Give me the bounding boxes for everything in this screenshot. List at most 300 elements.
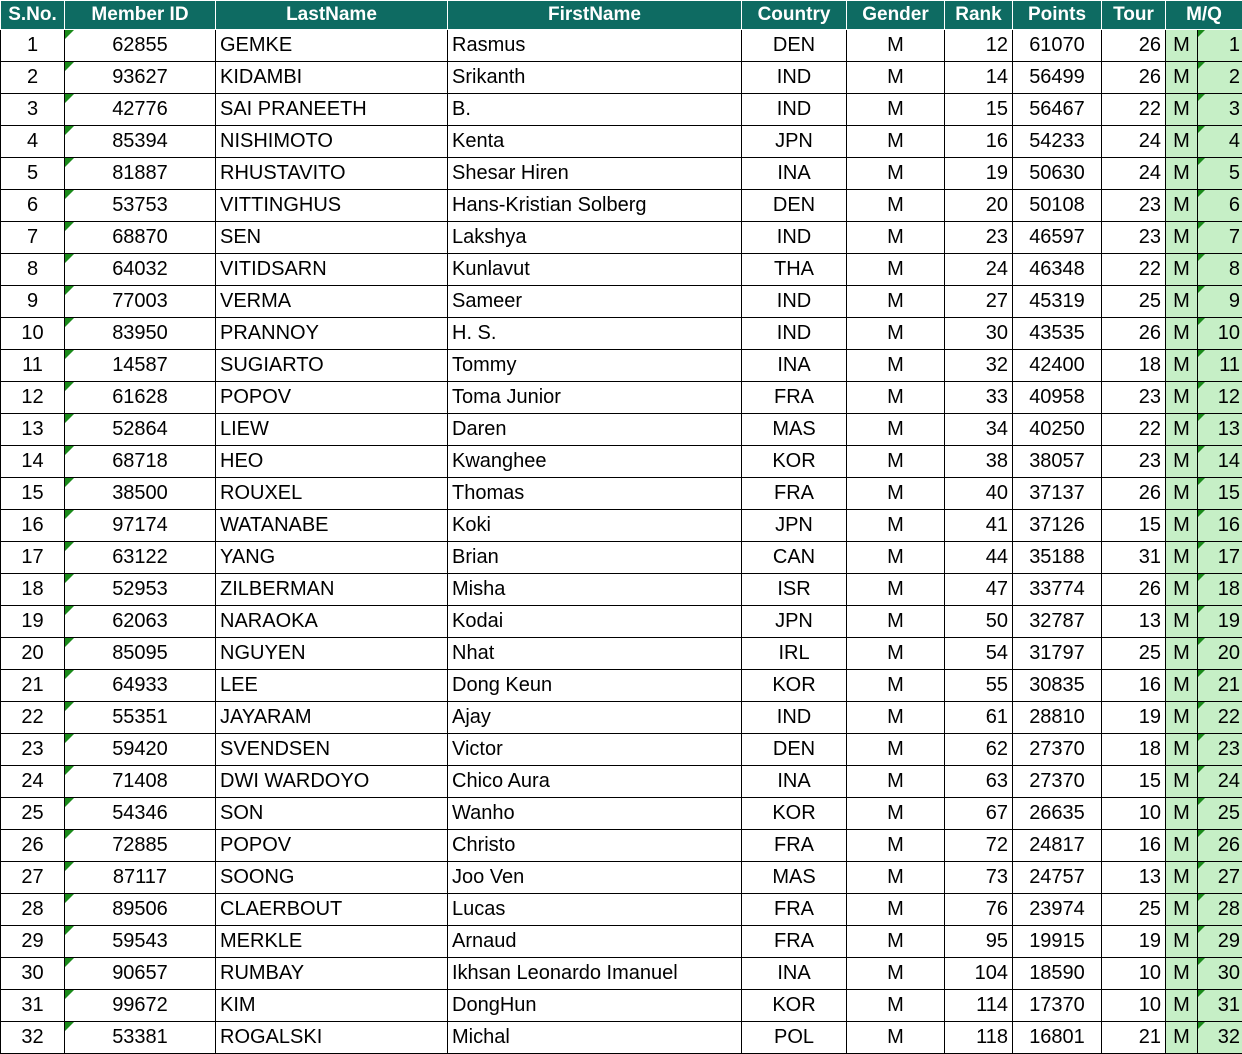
cell-country[interactable]: [742, 862, 847, 894]
cell-first-name[interactable]: [448, 638, 742, 670]
cell-gender[interactable]: [847, 30, 945, 62]
cell-tour[interactable]: [1102, 350, 1166, 382]
cell-points[interactable]: [1013, 670, 1102, 702]
cell-points[interactable]: [1013, 734, 1102, 766]
cell-mq-m[interactable]: [1166, 222, 1198, 254]
cell-first-name[interactable]: [448, 382, 742, 414]
cell-sno[interactable]: [1, 254, 65, 286]
cell-rank[interactable]: [945, 574, 1013, 606]
cell-sno[interactable]: [1, 766, 65, 798]
cell-points[interactable]: [1013, 62, 1102, 94]
cell-mq-m[interactable]: [1166, 990, 1198, 1022]
cell-first-name[interactable]: [448, 414, 742, 446]
cell-first-name[interactable]: [448, 990, 742, 1022]
cell-gender[interactable]: [847, 862, 945, 894]
cell-mq-q[interactable]: [1198, 958, 1242, 990]
cell-gender[interactable]: [847, 126, 945, 158]
cell-country[interactable]: [742, 254, 847, 286]
cell-country[interactable]: [742, 926, 847, 958]
cell-country[interactable]: [742, 350, 847, 382]
cell-gender[interactable]: [847, 62, 945, 94]
cell-points[interactable]: [1013, 190, 1102, 222]
cell-country[interactable]: [742, 382, 847, 414]
cell-tour[interactable]: [1102, 542, 1166, 574]
cell-member-id[interactable]: [65, 62, 216, 94]
cell-last-name[interactable]: [216, 926, 448, 958]
cell-tour[interactable]: [1102, 94, 1166, 126]
cell-gender[interactable]: [847, 158, 945, 190]
cell-country[interactable]: [742, 510, 847, 542]
cell-mq-q[interactable]: [1198, 414, 1242, 446]
cell-mq-m[interactable]: [1166, 382, 1198, 414]
cell-mq-m[interactable]: [1166, 318, 1198, 350]
header-first-name[interactable]: FirstName: [448, 1, 742, 30]
cell-sno[interactable]: [1, 702, 65, 734]
cell-last-name[interactable]: [216, 318, 448, 350]
cell-mq-m[interactable]: [1166, 862, 1198, 894]
cell-rank[interactable]: [945, 862, 1013, 894]
cell-mq-m[interactable]: [1166, 190, 1198, 222]
cell-tour[interactable]: [1102, 158, 1166, 190]
cell-last-name[interactable]: [216, 702, 448, 734]
cell-last-name[interactable]: [216, 222, 448, 254]
cell-mq-q[interactable]: [1198, 766, 1242, 798]
cell-mq-q[interactable]: [1198, 606, 1242, 638]
cell-last-name[interactable]: [216, 894, 448, 926]
cell-points[interactable]: [1013, 1022, 1102, 1054]
cell-sno[interactable]: [1, 574, 65, 606]
cell-first-name[interactable]: [448, 126, 742, 158]
cell-last-name[interactable]: [216, 350, 448, 382]
cell-first-name[interactable]: [448, 446, 742, 478]
cell-member-id[interactable]: [65, 222, 216, 254]
cell-mq-q[interactable]: [1198, 286, 1242, 318]
cell-gender[interactable]: [847, 798, 945, 830]
cell-first-name[interactable]: [448, 1022, 742, 1054]
cell-last-name[interactable]: [216, 638, 448, 670]
cell-mq-m[interactable]: [1166, 350, 1198, 382]
header-tour[interactable]: Tour: [1102, 1, 1166, 30]
cell-rank[interactable]: [945, 670, 1013, 702]
cell-first-name[interactable]: [448, 670, 742, 702]
cell-member-id[interactable]: [65, 510, 216, 542]
cell-last-name[interactable]: [216, 510, 448, 542]
cell-country[interactable]: [742, 734, 847, 766]
cell-gender[interactable]: [847, 958, 945, 990]
cell-mq-m[interactable]: [1166, 286, 1198, 318]
cell-rank[interactable]: [945, 734, 1013, 766]
cell-tour[interactable]: [1102, 382, 1166, 414]
cell-tour[interactable]: [1102, 894, 1166, 926]
cell-tour[interactable]: [1102, 670, 1166, 702]
cell-gender[interactable]: [847, 990, 945, 1022]
cell-points[interactable]: [1013, 798, 1102, 830]
cell-points[interactable]: [1013, 30, 1102, 62]
cell-tour[interactable]: [1102, 702, 1166, 734]
cell-first-name[interactable]: [448, 542, 742, 574]
cell-mq-q[interactable]: [1198, 190, 1242, 222]
header-gender[interactable]: Gender: [847, 1, 945, 30]
cell-first-name[interactable]: [448, 350, 742, 382]
cell-mq-m[interactable]: [1166, 510, 1198, 542]
cell-last-name[interactable]: [216, 94, 448, 126]
cell-member-id[interactable]: [65, 574, 216, 606]
cell-rank[interactable]: [945, 958, 1013, 990]
cell-rank[interactable]: [945, 702, 1013, 734]
cell-mq-m[interactable]: [1166, 158, 1198, 190]
cell-sno[interactable]: [1, 30, 65, 62]
cell-last-name[interactable]: [216, 606, 448, 638]
cell-mq-q[interactable]: [1198, 30, 1242, 62]
cell-mq-m[interactable]: [1166, 766, 1198, 798]
cell-points[interactable]: [1013, 990, 1102, 1022]
cell-gender[interactable]: [847, 190, 945, 222]
cell-last-name[interactable]: [216, 158, 448, 190]
cell-points[interactable]: [1013, 158, 1102, 190]
cell-last-name[interactable]: [216, 734, 448, 766]
cell-mq-m[interactable]: [1166, 830, 1198, 862]
cell-member-id[interactable]: [65, 702, 216, 734]
cell-mq-q[interactable]: [1198, 638, 1242, 670]
cell-last-name[interactable]: [216, 542, 448, 574]
cell-mq-m[interactable]: [1166, 926, 1198, 958]
cell-mq-q[interactable]: [1198, 702, 1242, 734]
cell-rank[interactable]: [945, 286, 1013, 318]
cell-country[interactable]: [742, 446, 847, 478]
cell-tour[interactable]: [1102, 286, 1166, 318]
cell-rank[interactable]: [945, 766, 1013, 798]
cell-first-name[interactable]: [448, 286, 742, 318]
cell-mq-q[interactable]: [1198, 510, 1242, 542]
cell-mq-q[interactable]: [1198, 894, 1242, 926]
cell-sno[interactable]: [1, 158, 65, 190]
cell-sno[interactable]: [1, 894, 65, 926]
cell-points[interactable]: [1013, 318, 1102, 350]
cell-points[interactable]: [1013, 478, 1102, 510]
header-member-id[interactable]: Member ID: [65, 1, 216, 30]
cell-country[interactable]: [742, 990, 847, 1022]
cell-sno[interactable]: [1, 542, 65, 574]
cell-country[interactable]: [742, 830, 847, 862]
cell-sno[interactable]: [1, 1022, 65, 1054]
cell-gender[interactable]: [847, 318, 945, 350]
cell-first-name[interactable]: [448, 94, 742, 126]
cell-points[interactable]: [1013, 926, 1102, 958]
cell-mq-m[interactable]: [1166, 670, 1198, 702]
cell-mq-q[interactable]: [1198, 222, 1242, 254]
cell-country[interactable]: [742, 958, 847, 990]
cell-gender[interactable]: [847, 222, 945, 254]
cell-member-id[interactable]: [65, 158, 216, 190]
cell-tour[interactable]: [1102, 958, 1166, 990]
cell-tour[interactable]: [1102, 638, 1166, 670]
cell-tour[interactable]: [1102, 318, 1166, 350]
cell-mq-q[interactable]: [1198, 318, 1242, 350]
cell-points[interactable]: [1013, 350, 1102, 382]
cell-sno[interactable]: [1, 190, 65, 222]
cell-first-name[interactable]: [448, 510, 742, 542]
cell-first-name[interactable]: [448, 798, 742, 830]
cell-sno[interactable]: [1, 62, 65, 94]
cell-last-name[interactable]: [216, 478, 448, 510]
header-country[interactable]: Country: [742, 1, 847, 30]
cell-rank[interactable]: [945, 990, 1013, 1022]
cell-member-id[interactable]: [65, 350, 216, 382]
cell-member-id[interactable]: [65, 862, 216, 894]
cell-last-name[interactable]: [216, 254, 448, 286]
cell-points[interactable]: [1013, 702, 1102, 734]
cell-first-name[interactable]: [448, 830, 742, 862]
cell-last-name[interactable]: [216, 670, 448, 702]
cell-member-id[interactable]: [65, 958, 216, 990]
cell-first-name[interactable]: [448, 894, 742, 926]
cell-gender[interactable]: [847, 382, 945, 414]
cell-last-name[interactable]: [216, 126, 448, 158]
cell-first-name[interactable]: [448, 30, 742, 62]
cell-last-name[interactable]: [216, 190, 448, 222]
cell-country[interactable]: [742, 574, 847, 606]
cell-sno[interactable]: [1, 222, 65, 254]
cell-member-id[interactable]: [65, 286, 216, 318]
cell-country[interactable]: [742, 414, 847, 446]
cell-tour[interactable]: [1102, 766, 1166, 798]
cell-gender[interactable]: [847, 478, 945, 510]
cell-tour[interactable]: [1102, 734, 1166, 766]
cell-tour[interactable]: [1102, 606, 1166, 638]
cell-mq-m[interactable]: [1166, 126, 1198, 158]
cell-rank[interactable]: [945, 926, 1013, 958]
cell-points[interactable]: [1013, 446, 1102, 478]
cell-member-id[interactable]: [65, 382, 216, 414]
cell-last-name[interactable]: [216, 286, 448, 318]
cell-tour[interactable]: [1102, 414, 1166, 446]
cell-first-name[interactable]: [448, 926, 742, 958]
cell-points[interactable]: [1013, 830, 1102, 862]
cell-country[interactable]: [742, 702, 847, 734]
cell-rank[interactable]: [945, 126, 1013, 158]
cell-member-id[interactable]: [65, 798, 216, 830]
cell-rank[interactable]: [945, 350, 1013, 382]
cell-mq-q[interactable]: [1198, 990, 1242, 1022]
cell-member-id[interactable]: [65, 414, 216, 446]
cell-sno[interactable]: [1, 382, 65, 414]
header-sno[interactable]: S.No.: [1, 1, 65, 30]
cell-mq-m[interactable]: [1166, 702, 1198, 734]
cell-gender[interactable]: [847, 350, 945, 382]
cell-sno[interactable]: [1, 606, 65, 638]
cell-member-id[interactable]: [65, 926, 216, 958]
cell-last-name[interactable]: [216, 30, 448, 62]
cell-mq-m[interactable]: [1166, 574, 1198, 606]
cell-gender[interactable]: [847, 1022, 945, 1054]
cell-member-id[interactable]: [65, 254, 216, 286]
cell-gender[interactable]: [847, 510, 945, 542]
cell-mq-q[interactable]: [1198, 94, 1242, 126]
cell-tour[interactable]: [1102, 126, 1166, 158]
cell-country[interactable]: [742, 542, 847, 574]
cell-mq-q[interactable]: [1198, 478, 1242, 510]
cell-gender[interactable]: [847, 414, 945, 446]
cell-mq-m[interactable]: [1166, 414, 1198, 446]
cell-tour[interactable]: [1102, 222, 1166, 254]
cell-points[interactable]: [1013, 766, 1102, 798]
cell-first-name[interactable]: [448, 62, 742, 94]
cell-rank[interactable]: [945, 382, 1013, 414]
cell-rank[interactable]: [945, 446, 1013, 478]
cell-last-name[interactable]: [216, 574, 448, 606]
cell-country[interactable]: [742, 286, 847, 318]
cell-member-id[interactable]: [65, 670, 216, 702]
cell-mq-q[interactable]: [1198, 926, 1242, 958]
cell-rank[interactable]: [945, 894, 1013, 926]
cell-rank[interactable]: [945, 62, 1013, 94]
cell-country[interactable]: [742, 190, 847, 222]
cell-mq-q[interactable]: [1198, 446, 1242, 478]
cell-rank[interactable]: [945, 254, 1013, 286]
cell-mq-q[interactable]: [1198, 350, 1242, 382]
cell-sno[interactable]: [1, 958, 65, 990]
cell-gender[interactable]: [847, 766, 945, 798]
cell-rank[interactable]: [945, 30, 1013, 62]
cell-gender[interactable]: [847, 670, 945, 702]
cell-gender[interactable]: [847, 94, 945, 126]
cell-member-id[interactable]: [65, 990, 216, 1022]
cell-points[interactable]: [1013, 222, 1102, 254]
cell-gender[interactable]: [847, 542, 945, 574]
cell-mq-m[interactable]: [1166, 254, 1198, 286]
cell-first-name[interactable]: [448, 734, 742, 766]
cell-mq-m[interactable]: [1166, 894, 1198, 926]
cell-mq-m[interactable]: [1166, 30, 1198, 62]
cell-gender[interactable]: [847, 286, 945, 318]
cell-tour[interactable]: [1102, 990, 1166, 1022]
cell-tour[interactable]: [1102, 862, 1166, 894]
cell-mq-m[interactable]: [1166, 94, 1198, 126]
cell-gender[interactable]: [847, 574, 945, 606]
cell-points[interactable]: [1013, 958, 1102, 990]
cell-member-id[interactable]: [65, 478, 216, 510]
cell-member-id[interactable]: [65, 1022, 216, 1054]
cell-mq-q[interactable]: [1198, 670, 1242, 702]
cell-country[interactable]: [742, 62, 847, 94]
cell-rank[interactable]: [945, 542, 1013, 574]
cell-country[interactable]: [742, 670, 847, 702]
cell-tour[interactable]: [1102, 254, 1166, 286]
cell-sno[interactable]: [1, 478, 65, 510]
cell-tour[interactable]: [1102, 62, 1166, 94]
cell-mq-q[interactable]: [1198, 862, 1242, 894]
cell-sno[interactable]: [1, 830, 65, 862]
cell-gender[interactable]: [847, 638, 945, 670]
cell-mq-m[interactable]: [1166, 734, 1198, 766]
cell-gender[interactable]: [847, 446, 945, 478]
cell-first-name[interactable]: [448, 318, 742, 350]
cell-sno[interactable]: [1, 286, 65, 318]
cell-mq-q[interactable]: [1198, 542, 1242, 574]
cell-rank[interactable]: [945, 222, 1013, 254]
cell-mq-m[interactable]: [1166, 606, 1198, 638]
cell-mq-m[interactable]: [1166, 62, 1198, 94]
cell-mq-m[interactable]: [1166, 798, 1198, 830]
cell-gender[interactable]: [847, 606, 945, 638]
cell-first-name[interactable]: [448, 190, 742, 222]
cell-mq-q[interactable]: [1198, 734, 1242, 766]
cell-gender[interactable]: [847, 734, 945, 766]
cell-member-id[interactable]: [65, 830, 216, 862]
cell-last-name[interactable]: [216, 798, 448, 830]
cell-first-name[interactable]: [448, 478, 742, 510]
cell-sno[interactable]: [1, 510, 65, 542]
cell-gender[interactable]: [847, 254, 945, 286]
cell-points[interactable]: [1013, 574, 1102, 606]
header-rank[interactable]: Rank: [945, 1, 1013, 30]
cell-mq-m[interactable]: [1166, 1022, 1198, 1054]
cell-points[interactable]: [1013, 126, 1102, 158]
cell-points[interactable]: [1013, 862, 1102, 894]
cell-member-id[interactable]: [65, 94, 216, 126]
cell-rank[interactable]: [945, 1022, 1013, 1054]
cell-mq-m[interactable]: [1166, 542, 1198, 574]
cell-mq-m[interactable]: [1166, 446, 1198, 478]
cell-points[interactable]: [1013, 606, 1102, 638]
cell-last-name[interactable]: [216, 62, 448, 94]
cell-sno[interactable]: [1, 990, 65, 1022]
cell-mq-q[interactable]: [1198, 798, 1242, 830]
cell-gender[interactable]: [847, 926, 945, 958]
cell-points[interactable]: [1013, 382, 1102, 414]
cell-tour[interactable]: [1102, 446, 1166, 478]
cell-tour[interactable]: [1102, 478, 1166, 510]
cell-last-name[interactable]: [216, 766, 448, 798]
cell-points[interactable]: [1013, 254, 1102, 286]
cell-rank[interactable]: [945, 158, 1013, 190]
cell-mq-m[interactable]: [1166, 478, 1198, 510]
cell-sno[interactable]: [1, 318, 65, 350]
cell-country[interactable]: [742, 606, 847, 638]
cell-sno[interactable]: [1, 350, 65, 382]
cell-tour[interactable]: [1102, 830, 1166, 862]
cell-country[interactable]: [742, 638, 847, 670]
cell-mq-q[interactable]: [1198, 1022, 1242, 1054]
cell-first-name[interactable]: [448, 766, 742, 798]
cell-member-id[interactable]: [65, 606, 216, 638]
header-points[interactable]: Points: [1013, 1, 1102, 30]
cell-tour[interactable]: [1102, 574, 1166, 606]
cell-last-name[interactable]: [216, 862, 448, 894]
cell-last-name[interactable]: [216, 958, 448, 990]
cell-points[interactable]: [1013, 286, 1102, 318]
cell-country[interactable]: [742, 318, 847, 350]
cell-tour[interactable]: [1102, 1022, 1166, 1054]
cell-sno[interactable]: [1, 670, 65, 702]
cell-rank[interactable]: [945, 478, 1013, 510]
cell-country[interactable]: [742, 1022, 847, 1054]
cell-mq-q[interactable]: [1198, 158, 1242, 190]
cell-points[interactable]: [1013, 542, 1102, 574]
cell-first-name[interactable]: [448, 158, 742, 190]
cell-last-name[interactable]: [216, 414, 448, 446]
cell-sno[interactable]: [1, 798, 65, 830]
cell-sno[interactable]: [1, 734, 65, 766]
cell-member-id[interactable]: [65, 126, 216, 158]
cell-mq-q[interactable]: [1198, 62, 1242, 94]
cell-first-name[interactable]: [448, 702, 742, 734]
cell-mq-q[interactable]: [1198, 254, 1242, 286]
cell-country[interactable]: [742, 158, 847, 190]
cell-member-id[interactable]: [65, 766, 216, 798]
cell-gender[interactable]: [847, 702, 945, 734]
cell-gender[interactable]: [847, 894, 945, 926]
